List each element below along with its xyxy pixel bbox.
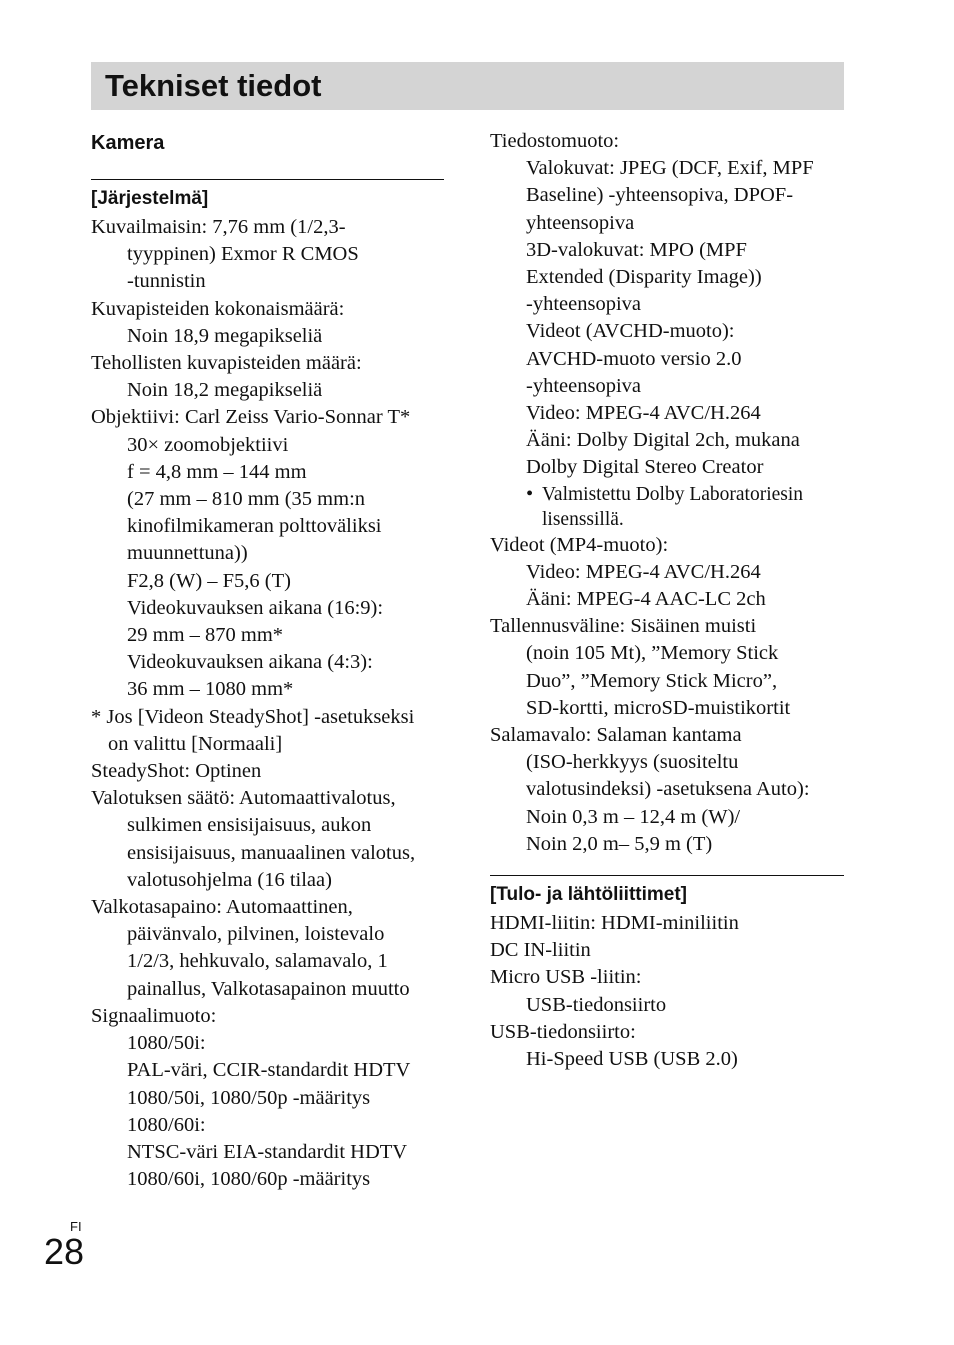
spec-line: 1080/50i: — [127, 1032, 206, 1055]
spec-line: Noin 2,0 m– 5,9 m (T) — [526, 832, 713, 855]
spec-list-right-top — [490, 128, 844, 482]
spec-line: sulkimen ensisijaisuus, aukon — [127, 814, 372, 837]
spec-line: DC IN-liitin — [490, 939, 591, 962]
section-heading-kamera: Kamera — [91, 132, 165, 154]
spec-line: muunnettuna)) — [127, 542, 248, 565]
spec-list-left — [91, 214, 444, 1193]
spec-line: Valotuksen säätö: Automaattivalotus, — [91, 787, 396, 810]
spec-line: Noin 18,2 megapikseliä — [127, 379, 323, 402]
spec-line: on valittu [Normaali] — [108, 732, 283, 755]
bullet-mark: • — [526, 482, 534, 505]
spec-line: 1080/50i, 1080/50p -määritys — [127, 1086, 371, 1109]
spec-line: * Jos [Videon SteadyShot] -asetukseksi — [91, 705, 415, 728]
spec-line: Kuvapisteiden kokonaismäärä: — [91, 297, 345, 320]
spec-line: Salamavalo: Salaman kantama — [490, 724, 742, 747]
dolby-note-line-2: lisenssillä. — [542, 508, 624, 530]
dolby-note — [490, 482, 844, 532]
spec-line: SD-kortti, microSD-muistikortit — [526, 696, 791, 719]
spec-line: PAL-väri, CCIR-standardit HDTV — [127, 1059, 411, 1082]
spec-line: AVCHD-muoto versio 2.0 — [526, 347, 742, 370]
spec-line: Duo”, ”Memory Stick Micro”, — [526, 669, 778, 692]
spec-line: f = 4,8 mm – 144 mm — [127, 460, 307, 483]
spec-line: (noin 105 Mt), ”Memory Stick — [526, 642, 779, 665]
spec-line: 29 mm – 870 mm* — [127, 624, 284, 647]
spec-line: Tiedostomuoto: — [490, 130, 620, 152]
spec-line: Kuvailmaisin: 7,76 mm (1/2,3- — [91, 216, 346, 238]
spec-line: -yhteensopiva — [526, 293, 641, 316]
spec-line: Video: MPEG-4 AVC/H.264 — [526, 560, 761, 583]
spec-line: Signaalimuoto: — [91, 1004, 217, 1027]
spec-line: (27 mm – 810 mm (35 mm:n — [127, 488, 366, 511]
spec-line: 30× zoomobjektiivi — [127, 433, 289, 456]
spec-line: 1080/60i: — [127, 1113, 206, 1136]
spec-line: valotusindeksi) -asetuksena Auto): — [526, 778, 810, 801]
spec-line: Ääni: MPEG-4 AAC-LC 2ch — [526, 588, 766, 611]
spec-line: 1/2/3, hehkuvalo, salamavalo, 1 — [127, 950, 388, 973]
spec-line: Noin 18,9 megapikseliä — [127, 324, 323, 347]
spec-line: Valokuvat: JPEG (DCF, Exif, MPF — [526, 157, 814, 180]
spec-line: Videot (MP4-muoto): — [490, 533, 669, 556]
spec-list-right-bottom — [490, 910, 844, 1073]
page-number: 28 — [44, 1231, 85, 1272]
spec-line: Noin 0,3 m – 12,4 m (W)/ — [526, 805, 741, 828]
spec-line: kinofilmikameran polttoväliksi — [127, 515, 382, 538]
spec-line: USB-tiedonsiirto — [526, 993, 667, 1016]
page-language-tag: FI — [70, 1219, 82, 1234]
spec-line: 3D-valokuvat: MPO (MPF — [526, 238, 747, 261]
spec-line: (ISO-herkkyys (suositeltu — [526, 751, 739, 774]
spec-line: Videokuvauksen aikana (4:3): — [127, 651, 373, 674]
spec-line: Video: MPEG-4 AVC/H.264 — [526, 402, 761, 425]
spec-line: päivänvalo, pilvinen, loistevalo — [127, 923, 385, 946]
dolby-note-line-1: Valmistettu Dolby Laboratoriesin — [542, 483, 804, 505]
left-column — [91, 128, 444, 1193]
spec-line: Videot (AVCHD-muoto): — [526, 320, 735, 343]
spec-line: yhteensopiva — [526, 211, 635, 234]
spec-line: Dolby Digital Stereo Creator — [526, 456, 764, 479]
spec-line: 1080/60i, 1080/60p -määritys — [127, 1168, 371, 1191]
spec-line: Baseline) -yhteensopiva, DPOF- — [526, 184, 794, 207]
title-bar — [91, 62, 844, 110]
spec-line: -yhteensopiva — [526, 374, 641, 397]
page-title: Tekniset tiedot — [105, 68, 322, 103]
spec-line: Tallennusväline: Sisäinen muisti — [490, 615, 757, 638]
spec-line: F2,8 (W) – F5,6 (T) — [127, 569, 291, 592]
spec-line: USB-tiedonsiirto: — [490, 1020, 636, 1043]
spec-line: 36 mm – 1080 mm* — [127, 678, 294, 701]
spec-line: valotusohjelma (16 tilaa) — [127, 868, 332, 891]
spec-line: Ääni: Dolby Digital 2ch, mukana — [526, 429, 800, 452]
spec-line: painallus, Valkotasapainon muutto — [127, 977, 410, 1000]
spec-line: Valkotasapaino: Automaattinen, — [91, 896, 353, 919]
spec-list-right-mid — [490, 532, 844, 858]
right-column — [490, 128, 844, 1073]
spec-line: Extended (Disparity Image)) — [526, 266, 762, 289]
spec-line: HDMI-liitin: HDMI-miniliitin — [490, 912, 739, 935]
spec-line: SteadyShot: Optinen — [91, 760, 262, 783]
subsection-heading-tulo-lahto: [Tulo- ja lähtöliittimet] — [490, 875, 844, 909]
spec-line: Micro USB -liitin: — [490, 966, 642, 989]
spec-line: Hi-Speed USB (USB 2.0) — [526, 1048, 738, 1071]
spec-line: -tunnistin — [127, 270, 206, 293]
spec-line: ensisijaisuus, manuaalinen valotus, — [127, 841, 416, 864]
spec-line: Videokuvauksen aikana (16:9): — [127, 596, 384, 619]
subsection-heading-jarjestelma: [Järjestelmä] — [91, 179, 444, 213]
spec-line: tyyppinen) Exmor R CMOS — [127, 243, 359, 266]
spec-line: NTSC-väri EIA-standardit HDTV — [127, 1140, 408, 1163]
spec-line: Tehollisten kuvapisteiden määrä: — [91, 352, 362, 375]
spec-line: Objektiivi: Carl Zeiss Vario-Sonnar T* — [91, 406, 411, 429]
